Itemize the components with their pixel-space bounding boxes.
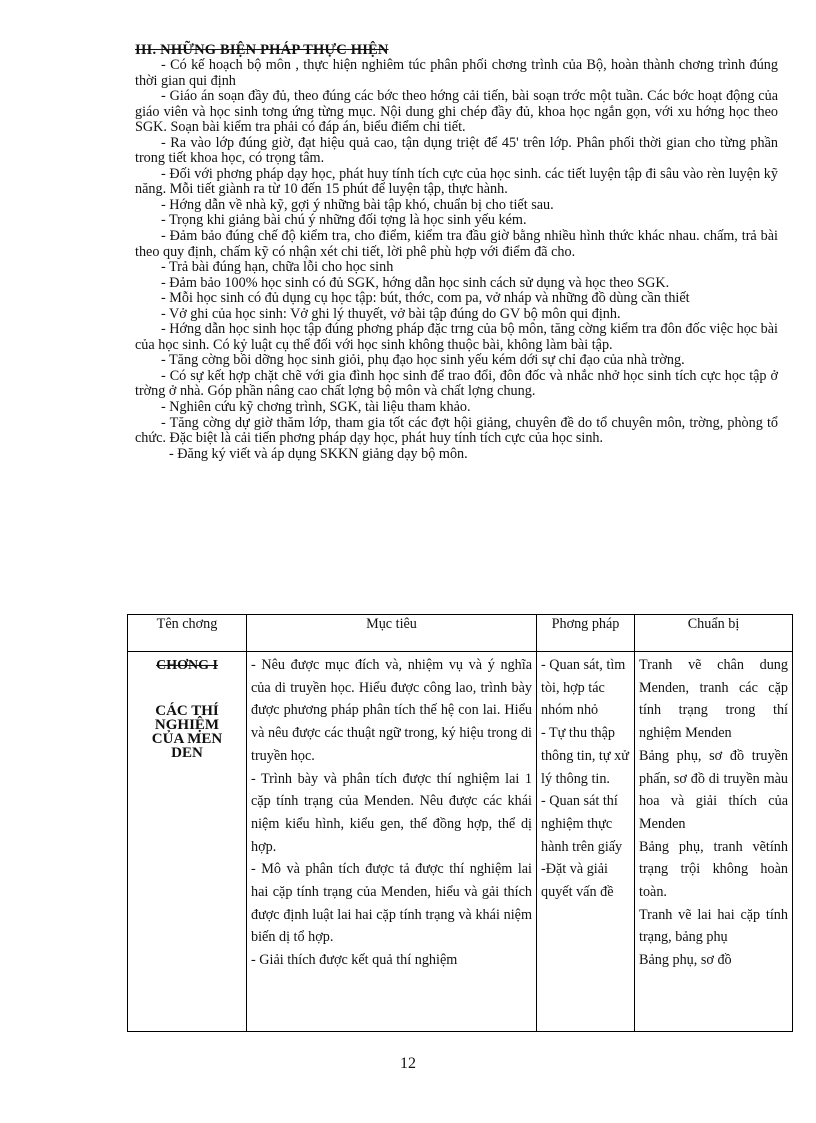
- preparation-item: Bảng phụ, sơ đồ: [639, 952, 732, 969]
- preparation-cell: [635, 652, 793, 1032]
- preparation-item: Bảng phụ, sơ đồ truyền phấn, sơ đồ di truyền màu hoa và giải thích của Menden: [639, 747, 788, 832]
- teaching-plan-table: [127, 614, 793, 1032]
- methods-cell: [537, 652, 635, 1032]
- preparation-item: Tranh vẽ chân dung Menden, tranh các cặp tính trạng trong thí nghiệm Menden: [639, 657, 788, 742]
- method-item: - Quan sát thí nghiệm thực hành trên giấy: [541, 793, 623, 855]
- goal-item: - Nêu được mục đích và, nhiệm vụ và ý nghĩa của di truyền học. Hiểu được công lao, trình bày được phương pháp phân tích thế hệ con lai. Hiểu và nêu được các thuật ngữ trong, ký hiệu trong di truyền học.: [251, 657, 532, 764]
- chapter-title: CÁC THÍ NGHIỆM CỦA MEN DEN: [151, 703, 223, 761]
- preparation-item: Tranh vẽ lai hai cặp tính trạng, bảng phụ: [639, 906, 788, 946]
- measure-item: - Có sự kết hợp chặt chẽ với gia đình học sinh để trao đổi, đôn đốc và nhắc nhở học sinh tích cực học tập ở trờng ở nhà. Góp phần nâng cao chất lợng bộ môn và chất lợng chung.: [135, 367, 778, 400]
- measure-item: - Trọng khi giảng bài chú ý những đối tợng là học sinh yếu kém.: [161, 212, 527, 229]
- section-heading: III. NHỮNG BIỆN PHÁP THỰC HIỆN: [135, 42, 389, 58]
- measure-item: - Đối với phơng pháp dạy học, phát huy tính tích cực của học sinh. các tiết luyện tập đi sâu vào rèn luyện kỹ năng. Mỗi tiết giành ra từ 10 đến 15 phút để luyện tập, thực hành.: [135, 165, 778, 198]
- measure-item: - Vở ghi của học sinh: Vở ghi lý thuyết, vở bài tập đúng do GV bộ môn qui định.: [161, 305, 621, 322]
- measures-list: [135, 58, 778, 462]
- measure-item: - Đảm bảo đúng chế độ kiểm tra, cho điểm, kiểm tra đầu giờ bằng nhiều hình thức khác nhau. chấm, trả bài theo quy định, chấm kỹ có nhận xét chi tiết, lời phê phù hợp với điểm đã cho.: [135, 228, 778, 260]
- header-chapter: Tên chơng: [128, 615, 247, 652]
- method-item: - Tự thu thập thông tin, tự xử lý thông tin.: [541, 725, 629, 787]
- goals-cell: [247, 652, 537, 1032]
- measure-item: - Đảm bảo 100% học sinh có đủ SGK, hớng dẫn học sinh cách sử dụng và học theo SGK.: [161, 274, 670, 291]
- measure-item: - Hớng dẫn học sinh học tập đúng phơng pháp đặc trng của bộ môn, tăng cờng kiểm tra đôn đốc việc học bài của học sinh. Có kỷ luật cụ thể đối với học sinh không thuộc bài, không làm bài tập.: [135, 321, 778, 353]
- measure-item: - Nghiên cứu kỹ chơng trình, SGK, tài liệu tham khảo.: [161, 399, 471, 416]
- goal-item: - Mô và phân tích được tả được thí nghiệm lai hai cặp tính trạng của Menden, hiểu và gải thích được định luật lai hai cặp tính trạng và khái niệm biến dị tổ hợp.: [251, 861, 532, 946]
- measure-item: - Có kế hoạch bộ môn , thực hiện nghiêm túc phân phối chơng trình của Bộ, hoàn thành chơng trình đúng thời gian qui định: [135, 57, 778, 89]
- page-number: 12: [400, 1055, 416, 1072]
- method-item: - Quan sát, tìm tòi, hợp tác nhóm nhỏ: [541, 657, 626, 719]
- method-item: -Đặt và giải quyết vấn đề: [541, 861, 614, 901]
- header-preparation: Chuẩn bị: [635, 615, 793, 652]
- goal-item: - Trình bày và phân tích được thí nghiệm lai 1 cặp tính trạng của Menden. Nêu được các khái niệm kiểu hình, kiểu gen, thể đồng hợp, thể dị hợp.: [251, 770, 532, 855]
- measure-item: - Ra vào lớp đúng giờ, đạt hiệu quả cao, tận dụng triệt để 45' trên lớp. Phân phối thời gian cho từng phần trong tiết khoa học, có trọng tâm.: [135, 134, 778, 167]
- chapter-cell: [128, 652, 247, 1032]
- measure-item: - Đăng ký viết và áp dụng SKKN giảng dạy bộ môn.: [169, 445, 468, 462]
- table-row: [128, 652, 793, 1032]
- header-method: Phơng pháp: [537, 615, 635, 652]
- goal-item: - Giải thích được kết quả thí nghiệm: [251, 952, 458, 969]
- measure-item: - Mỗi học sinh có đủ dụng cụ học tập: bút, thớc, com pa, vở nháp và những đồ dùng cần thiết: [161, 290, 690, 307]
- header-goals: Mục tiêu: [247, 615, 537, 652]
- measure-item: - Hớng dẫn về nhà kỹ, gợi ý những bài tập khó, chuẩn bị cho tiết sau.: [161, 196, 554, 213]
- table-header-row: [128, 615, 793, 652]
- measure-item: - Giáo án soạn đầy đủ, theo đúng các bớc theo hớng cải tiến, bài soạn trớc một tuần. Các bớc hoạt động của giáo viên và học sinh tơng ứng từng mục. Nội dung ghi chép đầy đủ, khoa học ngắn gọn, với xu hớng học theo SGK. Soạn bài kiểm tra phải có đáp án, biểu điểm chi tiết.: [135, 88, 778, 136]
- measure-item: - Trả bài đúng hạn, chữa lỗi cho học sinh: [161, 259, 394, 276]
- preparation-item: Bảng phụ, tranh vẽtính trạng trội không hoàn toàn.: [639, 838, 788, 901]
- measure-item: - Tăng cờng dự giờ thăm lớp, tham gia tốt các đợt hội giảng, chuyên đề do tổ chuyên môn, trờng, phòng tổ chức. Đặc biệt là cải tiến phơng pháp dạy học, phát huy tính tích cực của học sinh.: [135, 414, 778, 447]
- chapter-label: CHƠNG I: [156, 658, 218, 673]
- measure-item: - Tăng cờng bồi dỡng học sinh giỏi, phụ đạo học sinh yếu kém dới sự chỉ đạo của nhà trờng.: [161, 352, 685, 369]
